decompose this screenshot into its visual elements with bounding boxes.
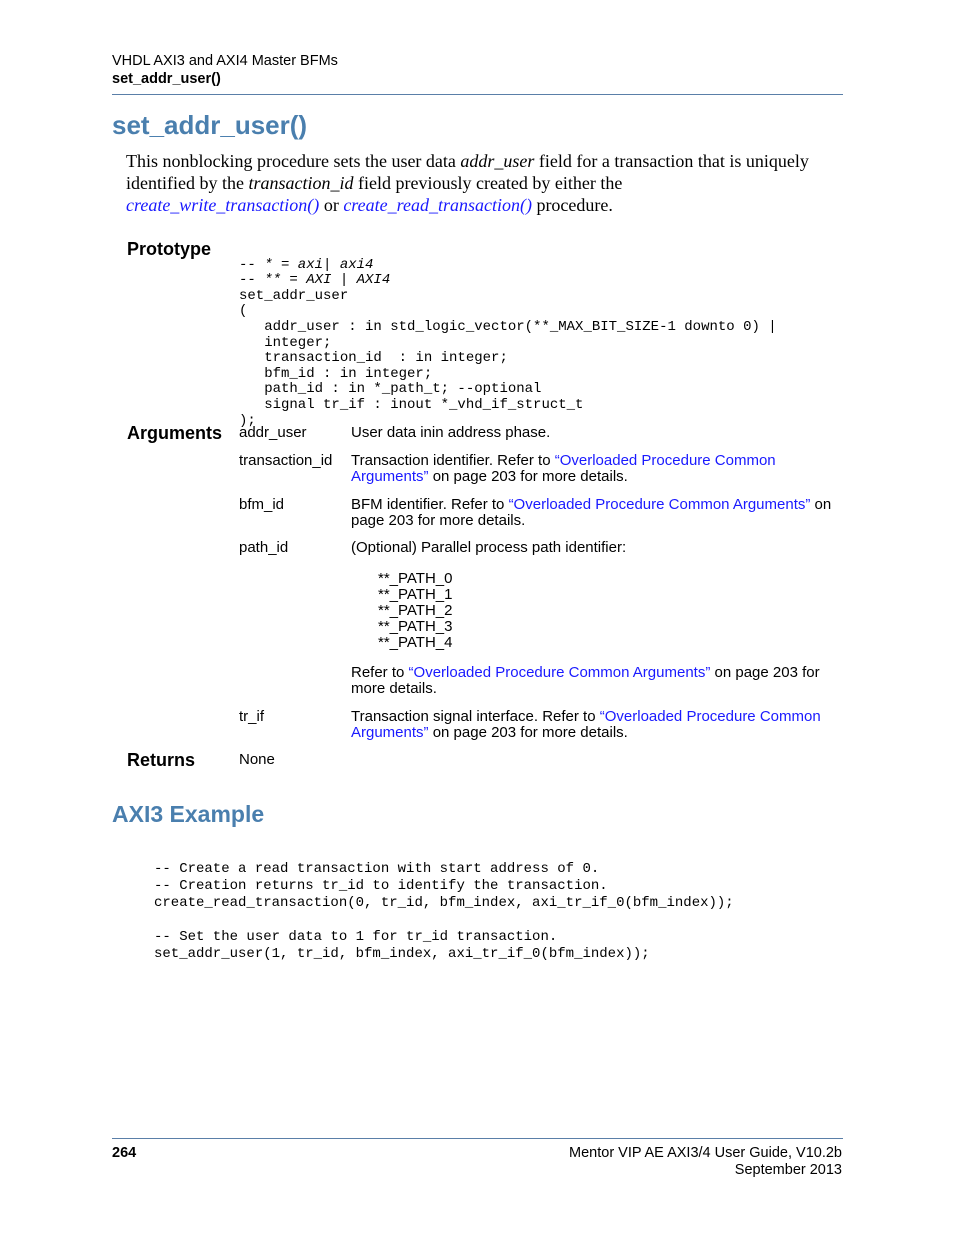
example-heading: AXI3 Example: [112, 801, 265, 827]
code-line: -- * = axi| axi4: [239, 256, 374, 273]
footer-info: [569, 1145, 842, 1179]
code-line: integer;: [239, 334, 332, 351]
running-header: [112, 52, 338, 88]
arg-desc-addr-user: User data inin address phase.: [351, 424, 551, 441]
overloaded-args-link[interactable]: “Overloaded Procedure Common Arguments”: [408, 664, 711, 681]
code-line: create_read_transaction(0, tr_id, bfm_index, axi_tr_if_0(bfm_index));: [154, 895, 734, 911]
overloaded-args-link[interactable]: “Overloaded Procedure Common Arguments”: [351, 452, 776, 485]
page-number: 264: [112, 1145, 137, 1161]
code-line: -- Creation returns tr_id to identify the transaction.: [154, 878, 608, 894]
code-line: (: [239, 303, 248, 320]
returns-label: Returns: [127, 750, 196, 770]
overloaded-args-link[interactable]: “Overloaded Procedure Common Arguments”: [351, 708, 821, 741]
code-line: bfm_id : in integer;: [239, 365, 433, 382]
code-line: -- ** = AXI | AXI4: [239, 272, 391, 289]
arg-desc-path-id-refer: Refer to “Overloaded Procedure Common Arguments” on page 203 for more details.: [351, 664, 820, 697]
returns-value: None: [239, 751, 275, 768]
arg-name-tr-if: tr_if: [239, 708, 265, 725]
intro-line-1: This nonblocking procedure sets the user data addr_user field for a transaction that is uniquely: [126, 151, 809, 171]
footer-rule: [112, 1138, 843, 1139]
code-line: -- Create a read transaction with start address of 0.: [154, 861, 600, 877]
code-line: -- Set the user data to 1 for tr_id transaction.: [154, 929, 558, 945]
code-line: path_id : in *_path_t; --optional: [239, 381, 542, 398]
code-line: [154, 912, 734, 929]
header-page-section: set_addr_user(): [112, 71, 221, 87]
create-read-transaction-link[interactable]: create_read_transaction(): [343, 195, 532, 215]
prototype-label: Prototype: [127, 239, 212, 259]
arg-desc-bfm-id: BFM identifier. Refer to “Overloaded Procedure Common Arguments” on page 203 for more details.: [351, 496, 832, 529]
intro-line-3: create_write_transaction() or create_read_transaction() procedure.: [126, 195, 613, 215]
prototype-code: [239, 242, 777, 445]
intro-line-2: identified by the transaction_id field previously created by either the: [126, 173, 623, 193]
code-line: signal tr_if : inout *_vhd_if_struct_t: [239, 396, 584, 413]
arg-name-addr-user: addr_user: [239, 424, 307, 441]
arguments-label: Arguments: [127, 423, 223, 443]
arg-name-transaction-id: transaction_id: [239, 452, 333, 469]
path-id-values: [378, 571, 452, 651]
path-value: **_PATH_1: [378, 586, 453, 603]
footer-guide: Mentor VIP AE AXI3/4 User Guide, V10.2b: [569, 1145, 842, 1161]
arg-desc-tr-if: Transaction signal interface. Refer to “Overloaded Procedure Common Arguments” on page 203 for more details.: [351, 708, 821, 741]
path-value: **_PATH_3: [378, 618, 453, 635]
code-line: addr_user : in std_logic_vector(**_MAX_BIT_SIZE-1 downto 0) |: [239, 318, 777, 335]
header-doc-section: VHDL AXI3 and AXI4 Master BFMs: [112, 53, 338, 69]
header-rule: [112, 94, 843, 95]
footer-date: September 2013: [734, 1162, 842, 1178]
path-value: **_PATH_0: [378, 570, 453, 587]
arg-desc-path-id: (Optional) Parallel process path identifier:: [351, 539, 627, 556]
path-value: **_PATH_2: [378, 602, 453, 619]
code-line: set_addr_user(1, tr_id, bfm_index, axi_tr_if_0(bfm_index));: [154, 946, 650, 962]
path-value: **_PATH_4: [378, 634, 453, 651]
arg-name-bfm-id: bfm_id: [239, 496, 285, 513]
arg-name-path-id: path_id: [239, 539, 289, 556]
code-line: transaction_id : in integer;: [239, 350, 508, 367]
intro-paragraph: [126, 150, 846, 216]
code-line: set_addr_user: [239, 287, 349, 304]
create-write-transaction-link[interactable]: create_write_transaction(): [126, 195, 320, 215]
example-code: [154, 844, 734, 980]
page-title: set_addr_user(): [112, 110, 308, 140]
arg-desc-transaction-id: Transaction identifier. Refer to “Overloaded Procedure Common Arguments” on page 203 for more details.: [351, 452, 776, 485]
code-line: );: [239, 412, 256, 429]
overloaded-args-link[interactable]: “Overloaded Procedure Common Arguments”: [508, 496, 811, 513]
